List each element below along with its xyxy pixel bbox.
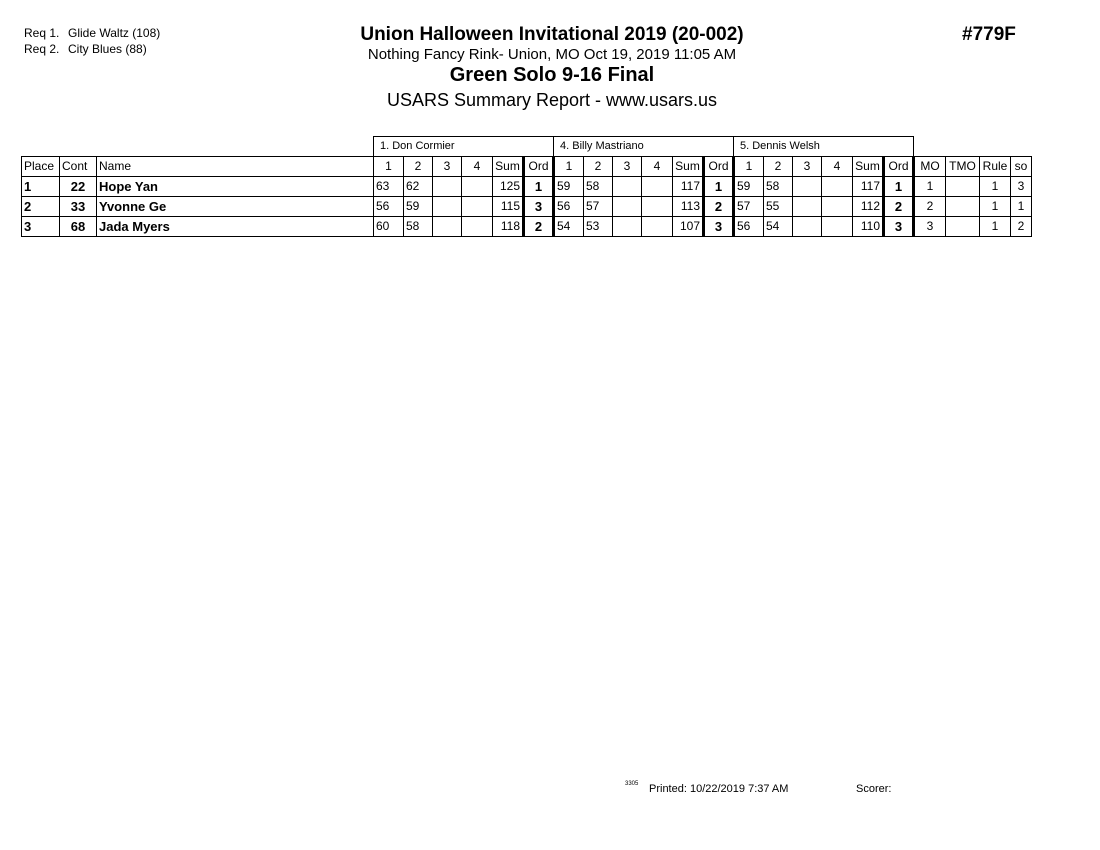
tmo-cell <box>946 217 980 237</box>
col-j3-score-3: 3 <box>793 157 822 177</box>
score-cell <box>822 197 853 217</box>
rule-cell: 1 <box>980 197 1011 217</box>
score-cell: 53 <box>584 217 613 237</box>
score-cell: 58 <box>584 177 613 197</box>
score-cell: 58 <box>764 177 793 197</box>
sum-cell: 115 <box>493 197 524 217</box>
place-cell: 2 <box>22 197 60 217</box>
col-rule: Rule <box>980 157 1011 177</box>
score-cell: 60 <box>374 217 404 237</box>
score-cell <box>613 177 642 197</box>
score-cell <box>793 177 822 197</box>
cont-cell: 33 <box>60 197 97 217</box>
cont-cell: 22 <box>60 177 97 197</box>
mo-cell: 1 <box>914 177 946 197</box>
score-cell: 55 <box>764 197 793 217</box>
rule-cell: 1 <box>980 177 1011 197</box>
judges-header-row <box>22 137 1032 157</box>
cont-cell: 68 <box>60 217 97 237</box>
table-row <box>22 177 1032 197</box>
tmo-cell <box>946 177 980 197</box>
score-cell: 59 <box>734 177 764 197</box>
ord-cell: 3 <box>884 217 914 237</box>
col-j1-score-4: 4 <box>462 157 493 177</box>
score-cell: 59 <box>554 177 584 197</box>
ord-cell: 3 <box>704 217 734 237</box>
ord-cell: 1 <box>524 177 554 197</box>
judge-2-name: 4. Billy Mastriano <box>554 137 734 157</box>
col-j2-score-1: 1 <box>554 157 584 177</box>
requirement-label: Req 1. <box>24 26 60 40</box>
col-j2-ord: Ord <box>704 157 734 177</box>
col-cont: Cont <box>60 157 97 177</box>
col-j3-score-2: 2 <box>764 157 793 177</box>
skater-name: Jada Myers <box>97 217 374 237</box>
scorer-label: Scorer: <box>856 783 892 795</box>
col-j1-score-3: 3 <box>433 157 462 177</box>
score-cell: 58 <box>404 217 433 237</box>
sum-cell: 107 <box>673 217 704 237</box>
sum-cell: 112 <box>853 197 884 217</box>
score-cell: 56 <box>734 217 764 237</box>
score-cell: 57 <box>584 197 613 217</box>
score-cell <box>642 217 673 237</box>
score-cell: 57 <box>734 197 764 217</box>
col-j3-sum: Sum <box>853 157 884 177</box>
sum-cell: 125 <box>493 177 524 197</box>
table-row <box>22 197 1032 217</box>
score-cell <box>433 197 462 217</box>
score-cell <box>642 177 673 197</box>
col-j1-score-2: 2 <box>404 157 433 177</box>
score-cell <box>433 177 462 197</box>
event-name: Green Solo 9-16 Final <box>449 64 655 86</box>
column-header-row <box>22 157 1032 177</box>
score-cell <box>613 217 642 237</box>
score-cell <box>793 197 822 217</box>
tmo-cell <box>946 197 980 217</box>
competition-title: Union Halloween Invitational 2019 (20-002) <box>360 24 744 45</box>
score-cell: 59 <box>404 197 433 217</box>
place-cell: 1 <box>22 177 60 197</box>
ord-cell: 2 <box>524 217 554 237</box>
requirement-value: Glide Waltz (108) <box>68 26 161 40</box>
so-cell: 2 <box>1011 217 1032 237</box>
mo-cell: 3 <box>914 217 946 237</box>
score-cell: 54 <box>554 217 584 237</box>
ord-cell: 1 <box>884 177 914 197</box>
requirement-label: Req 2. <box>24 42 60 56</box>
col-j1-ord: Ord <box>524 157 554 177</box>
col-j3-ord: Ord <box>884 157 914 177</box>
sum-cell: 118 <box>493 217 524 237</box>
score-cell: 54 <box>764 217 793 237</box>
sum-cell: 110 <box>853 217 884 237</box>
judge-3-name: 5. Dennis Welsh <box>734 137 914 157</box>
score-cell: 56 <box>374 197 404 217</box>
score-cell <box>462 217 493 237</box>
score-cell: 56 <box>554 197 584 217</box>
col-j2-score-4: 4 <box>642 157 673 177</box>
ord-cell: 2 <box>704 197 734 217</box>
so-cell: 1 <box>1011 197 1032 217</box>
score-cell <box>433 217 462 237</box>
sum-cell: 117 <box>673 177 704 197</box>
score-cell <box>822 177 853 197</box>
ord-cell: 2 <box>884 197 914 217</box>
skater-name: Yvonne Ge <box>97 197 374 217</box>
sum-cell: 113 <box>673 197 704 217</box>
score-cell <box>462 197 493 217</box>
skater-name: Hope Yan <box>97 177 374 197</box>
table-row <box>22 217 1032 237</box>
footer-code: 3305 <box>625 781 639 787</box>
score-cell: 62 <box>404 177 433 197</box>
sum-cell: 117 <box>853 177 884 197</box>
printed-timestamp: Printed: 10/22/2019 7:37 AM <box>649 783 789 795</box>
place-cell: 3 <box>22 217 60 237</box>
results-table <box>21 136 1032 237</box>
requirement-value: City Blues (88) <box>68 42 147 56</box>
col-so: so <box>1011 157 1032 177</box>
mo-cell: 2 <box>914 197 946 217</box>
col-j1-sum: Sum <box>493 157 524 177</box>
report-name: USARS Summary Report - www.usars.us <box>386 90 718 110</box>
so-cell: 3 <box>1011 177 1032 197</box>
col-mo: MO <box>914 157 946 177</box>
score-cell: 63 <box>374 177 404 197</box>
ord-cell: 3 <box>524 197 554 217</box>
col-name: Name <box>97 157 374 177</box>
col-place: Place <box>22 157 60 177</box>
rule-cell: 1 <box>980 217 1011 237</box>
score-cell <box>613 197 642 217</box>
venue-date: Nothing Fancy Rink- Union, MO Oct 19, 2019 11:05 AM <box>367 46 737 63</box>
col-tmo: TMO <box>946 157 980 177</box>
col-j2-score-2: 2 <box>584 157 613 177</box>
judge-1-name: 1. Don Cormier <box>374 137 554 157</box>
col-j3-score-4: 4 <box>822 157 853 177</box>
col-j1-score-1: 1 <box>374 157 404 177</box>
ord-cell: 1 <box>704 177 734 197</box>
score-cell <box>822 217 853 237</box>
report-code: #779F <box>962 24 1016 45</box>
col-j2-sum: Sum <box>673 157 704 177</box>
col-j3-score-1: 1 <box>734 157 764 177</box>
score-cell <box>793 217 822 237</box>
score-cell <box>462 177 493 197</box>
score-cell <box>642 197 673 217</box>
col-j2-score-3: 3 <box>613 157 642 177</box>
